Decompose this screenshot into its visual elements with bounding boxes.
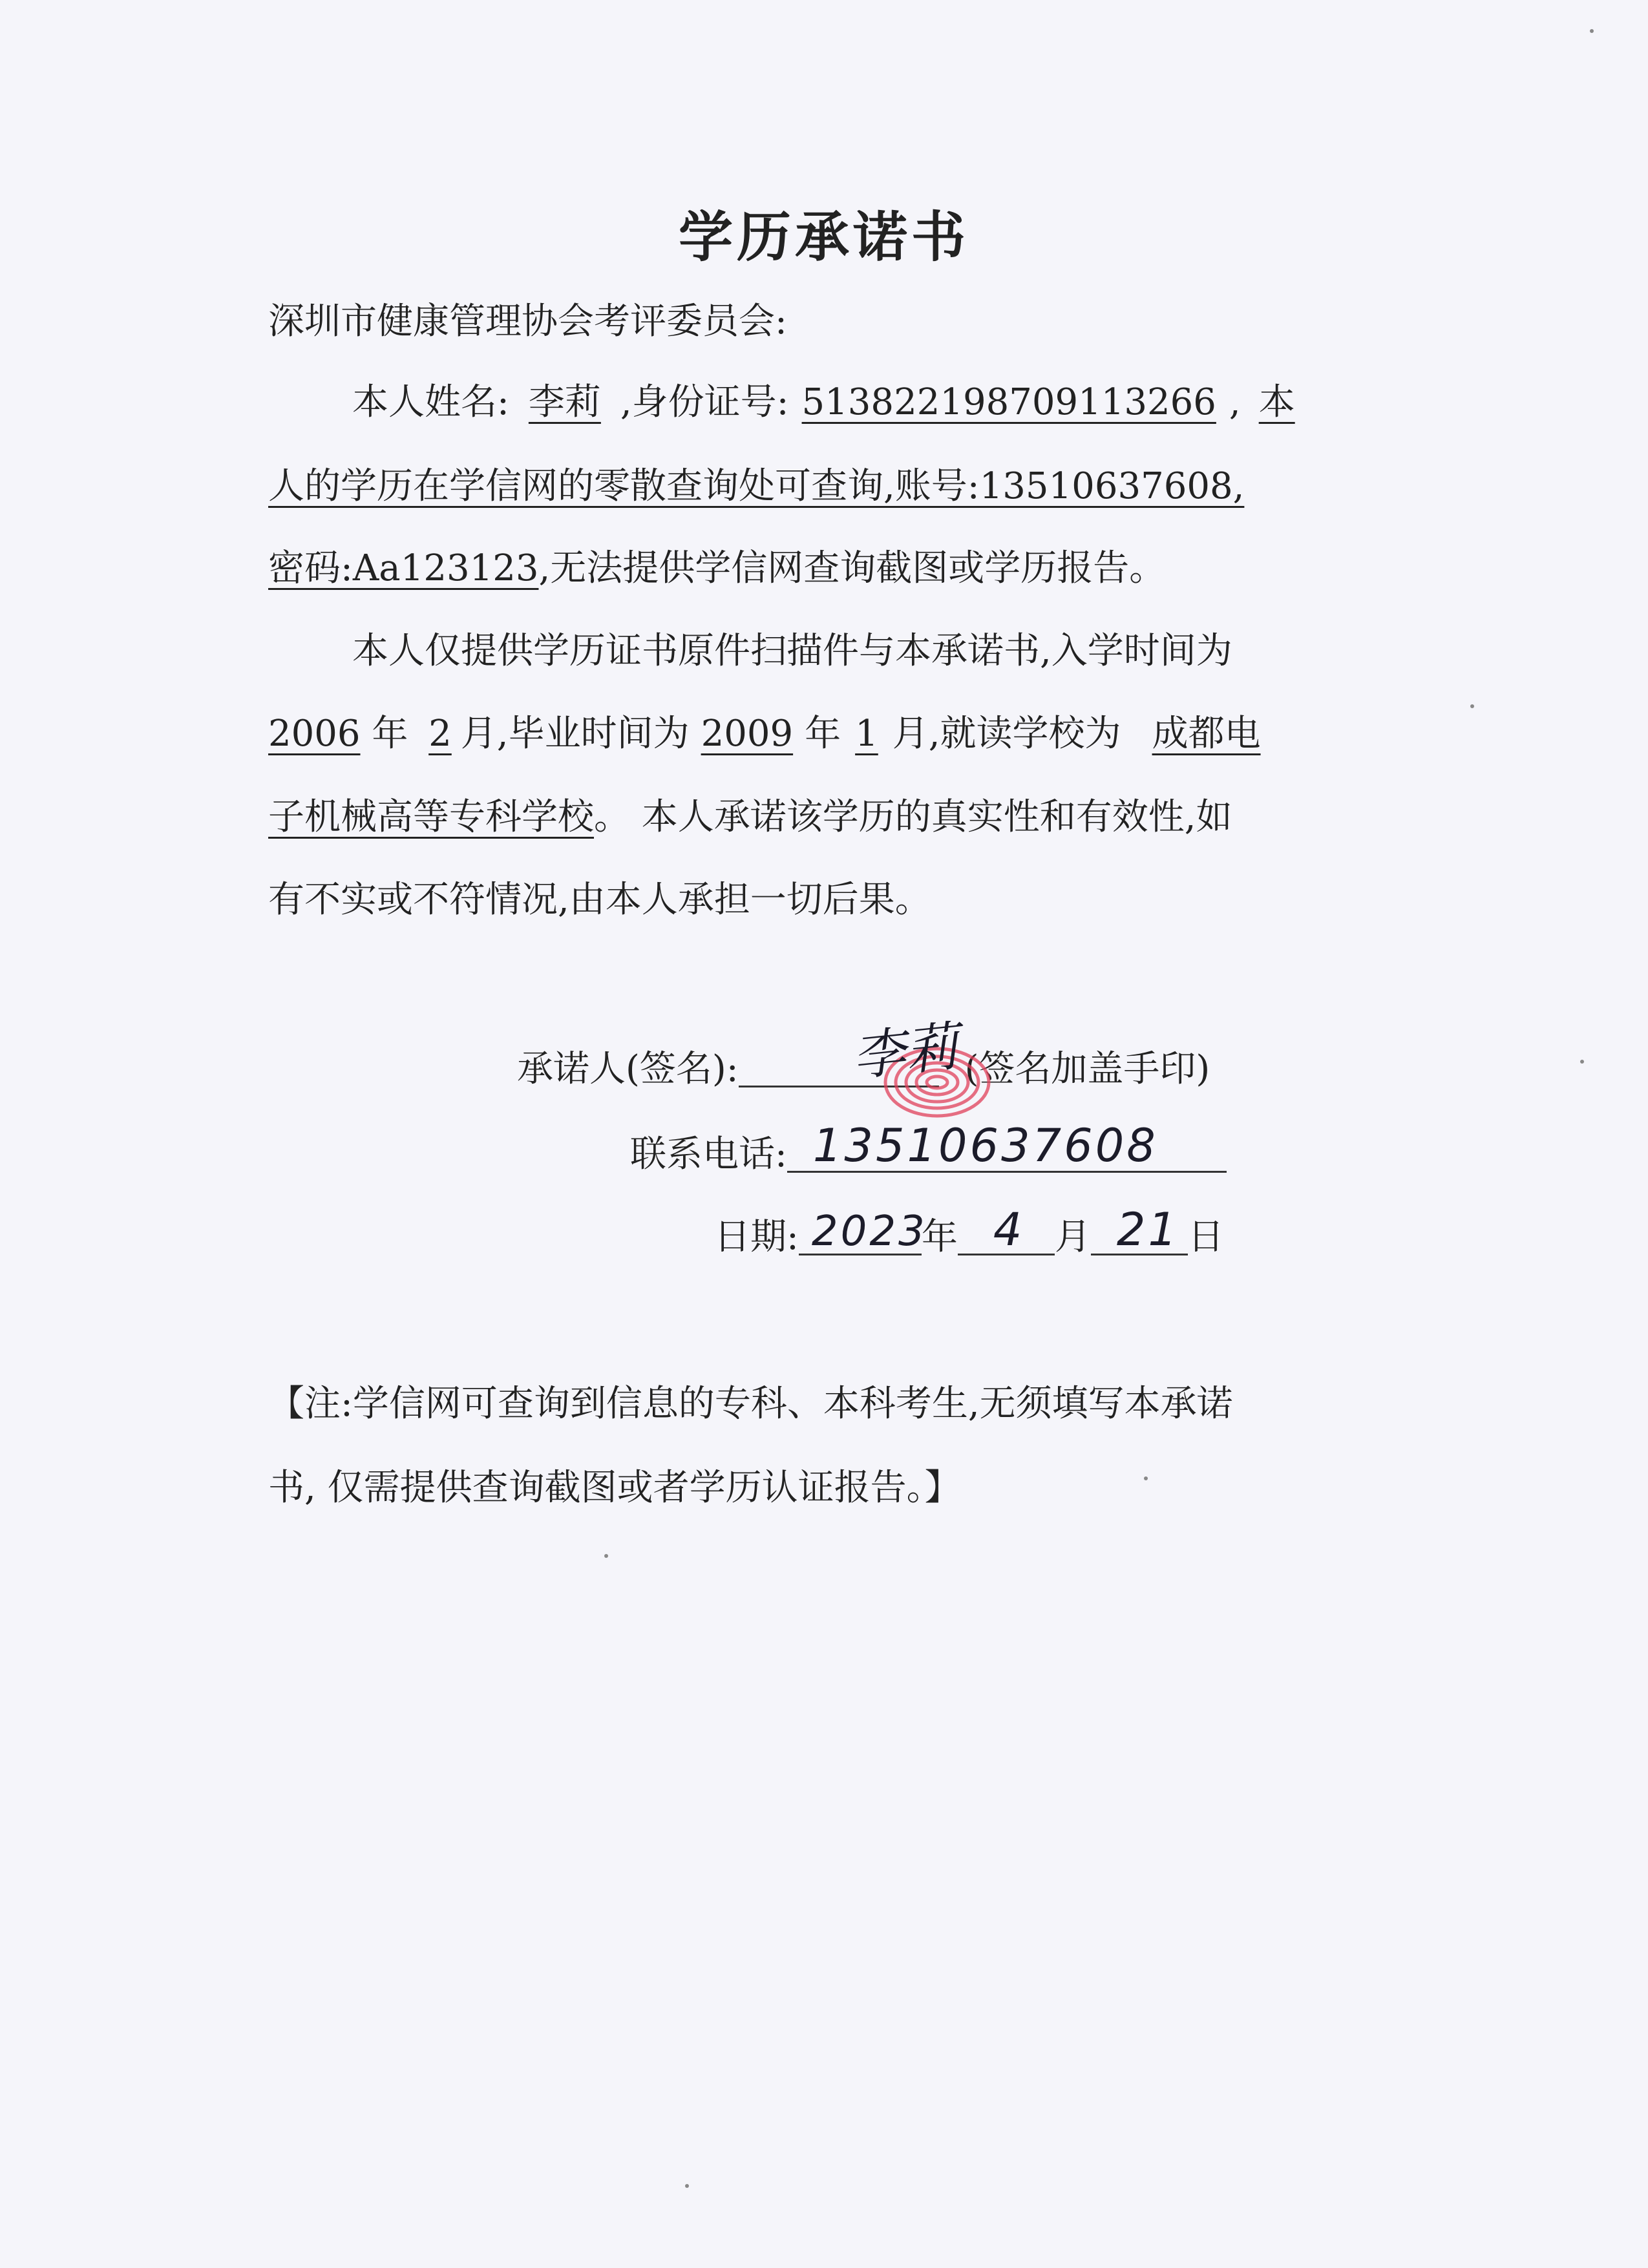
scan-speck [1590,29,1594,33]
date-row [714,1203,1224,1258]
year-label: 年 [372,713,408,755]
start-year: 2006 [268,713,361,755]
para2-line2 [268,713,1261,755]
para1-line3 [268,547,1166,589]
contact-row [630,1119,1227,1175]
scan-speck [1144,1476,1148,1480]
start-month: 2 [428,713,452,755]
signature-note: (签名加盖手印) [964,1048,1210,1090]
contact-label: 联系电话: [630,1133,787,1175]
password: 密码:Aa123123 [268,547,539,589]
signature-handwritten: 李莉 [849,1016,962,1088]
date-month: 4 [993,1203,1025,1256]
end-year: 2009 [701,713,794,755]
para1-line3-rest: ,无法提供学信网查询截图或学历报告。 [538,547,1166,589]
school-a: 成都电 [1152,713,1261,755]
date-year: 2023 [811,1208,927,1255]
school-b: 子机械高等专科学校 [268,796,594,838]
date-day-field [1091,1203,1188,1256]
para2-line3 [268,796,1232,838]
date-day: 21 [1116,1203,1179,1256]
scan-speck [604,1554,608,1558]
date-year-field [799,1208,927,1255]
date-year-label: 年 [921,1216,958,1258]
para2-line4: 有不实或不符情况,由本人承担一切后果。 [268,879,931,921]
month-label-2: 月,就读学校为 [892,713,1121,755]
addressee: 深圳市健康管理协会考评委员会: [268,300,787,342]
note-line1: 【注:学信网可查询到信息的专科、本科考生,无须填写本承诺 [268,1383,1233,1425]
phone-handwritten: 13510637608 [812,1119,1158,1172]
page-title: 学历承诺书 [678,205,969,269]
para1-line1 [352,381,1295,423]
fingerprint-mark [840,1014,1008,1131]
phone-field [787,1119,1227,1173]
date-month-label: 月 [1054,1216,1091,1258]
scan-speck [685,2184,689,2188]
para2-line1: 本人仅提供学历证书原件扫描件与本承诺书,入学时间为 [352,630,1232,672]
scan-speck [1580,1060,1584,1064]
para1-line1-tail: 本 [1258,381,1295,423]
name-value: 李莉 [528,381,601,423]
year-label-2: 年 [805,713,841,755]
id-label: ,身份证号: [620,381,789,423]
name-label: 本人姓名: [352,381,509,423]
para1-line2: 人的学历在学信网的零散查询处可查询,账号:13510637608, [268,465,1245,507]
note-line2: 书, 仅需提供查询截图或者学历认证报告。】 [268,1467,961,1509]
date-day-label: 日 [1187,1216,1224,1258]
date-label: 日期: [714,1216,799,1258]
para2-line3-rest: 。 本人承诺该学历的真实性和有效性,如 [594,796,1232,838]
signature-label: 承诺人(签名): [517,1048,739,1090]
id-number: 513822198709113266 [801,381,1216,423]
end-month: 1 [855,713,878,755]
comma: , [1229,381,1241,423]
scan-speck [1470,704,1474,708]
date-month-field [958,1203,1055,1256]
month-label-1: 月,毕业时间为 [460,713,690,755]
